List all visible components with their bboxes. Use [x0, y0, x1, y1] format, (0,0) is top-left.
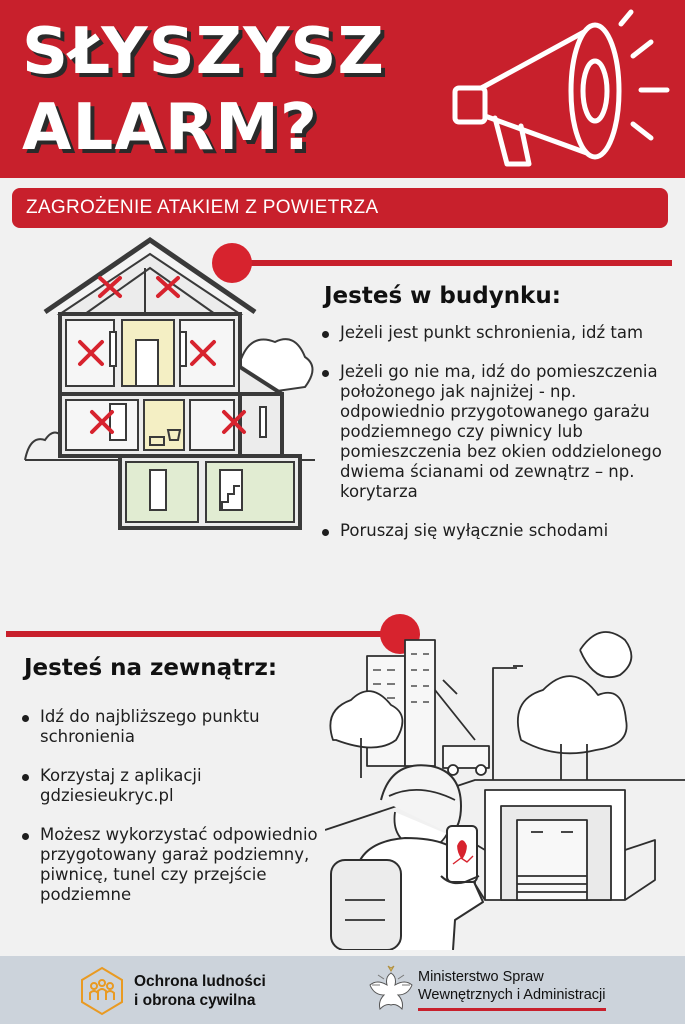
ministry-underline — [418, 1008, 606, 1011]
civil-defense-label — [134, 972, 266, 1010]
inside-bullet-list — [322, 323, 672, 560]
civil-defense-logo-icon — [80, 966, 124, 1016]
org1-line2: i obrona cywilna — [134, 992, 256, 1009]
person-with-phone-street-icon — [325, 620, 685, 950]
threat-banner: ZAGROŻENIE ATAKIEM Z POWIETRZA — [12, 188, 668, 228]
list-item: Idź do najbliższego punktu schronienia — [22, 707, 338, 747]
list-item: Jeżeli jest punkt schronienia, idź tam — [322, 323, 672, 343]
inside-section-title: Jesteś w budynku: — [324, 283, 561, 309]
house-cross-section-icon — [20, 232, 320, 532]
list-item: Możesz wykorzystać odpowiednio przygotowany garaż podziemny, piwnicę, tunel czy przejście podziemne — [22, 825, 338, 905]
title-line-1: SŁYSZYSZ — [22, 15, 385, 89]
list-item: Korzystaj z aplikacji gdziesieukryc.pl — [22, 766, 338, 806]
list-item: Poruszaj się wyłącznie schodami — [322, 521, 672, 541]
org2-line1: Ministerstwo Spraw — [418, 969, 544, 985]
page-title — [22, 14, 385, 166]
polish-eagle-emblem-icon — [368, 963, 414, 1015]
org2-line2: Wewnętrznych i Administracji — [418, 987, 606, 1003]
org1-line1: Ochrona ludności — [134, 973, 266, 990]
ministry-label — [418, 968, 606, 1004]
outside-bullet-list — [22, 707, 338, 924]
outside-section-title: Jesteś na zewnątrz: — [24, 655, 278, 681]
megaphone-icon — [445, 4, 675, 174]
title-line-2: ALARM? — [22, 91, 318, 165]
list-item: Jeżeli go nie ma, idź do pomieszczenia położonego jak najniżej - np. odpowiednio przygotowanego garażu podziemnego czy piwnicy lub pomieszczenia bez okien oddzielonego dwiema ścianami od zewnątrz – np. korytarza — [322, 362, 672, 502]
